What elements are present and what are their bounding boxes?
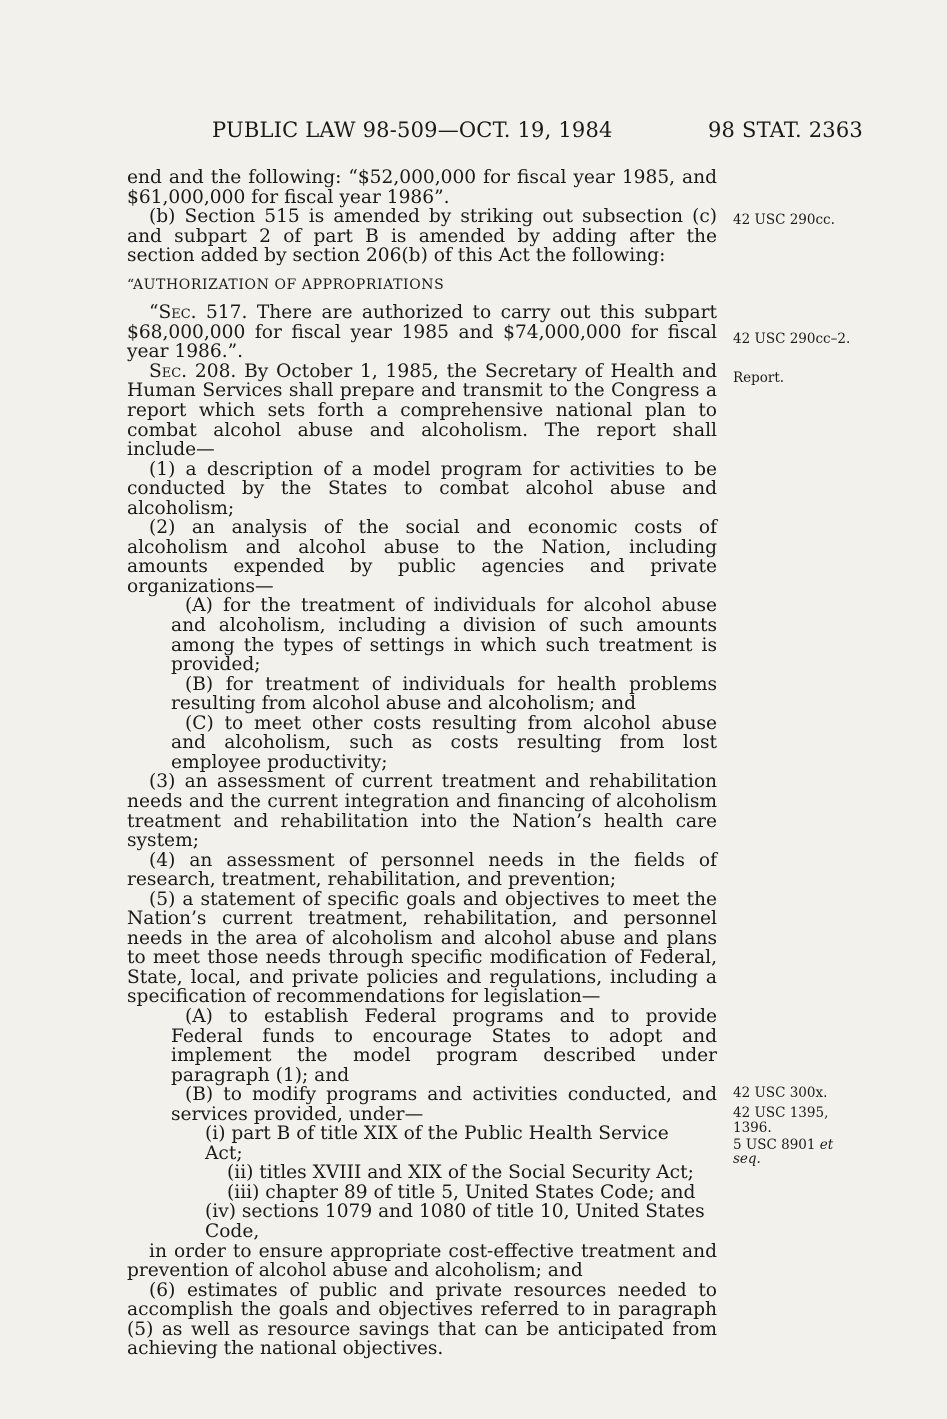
list-item-5a: (A) to establish Federal programs and to provide Federal funds to encourage States to adopt and implement the model program described under paragraph (1); and (171, 1005, 717, 1086)
list-item-5b-i-line2: Act; (205, 1142, 243, 1164)
list-item-4: (4) an assessment of personnel needs in the fields of research, treatment, rehabilitation, and prevention; (127, 849, 717, 891)
margin-note-1396: 1396. (733, 1120, 772, 1136)
section-heading: “AUTHORIZATION OF APPROPRIATIONS (127, 276, 445, 293)
list-item-5-tail: in order to ensure appropriate cost-effective treatment and prevention of alcohol abuse and alcoholism; and (127, 1240, 717, 1282)
list-item-2c: (C) to meet other costs resulting from alcohol abuse and alcoholism, such as costs resulting from lost employee productivity; (171, 712, 717, 773)
list-item-1: (1) a description of a model program for activities to be conducted by the States to combat alcohol abuse and alcoholism; (127, 458, 717, 519)
list-item-5b-ii: (ii) titles XVIII and XIX of the Social Security Act; (227, 1162, 694, 1184)
paragraph-continuation: end and the following: “$52,000,000 for fiscal year 1985, and $61,000,000 for fiscal year 1986”. (127, 167, 717, 208)
list-item-5b-iv-line1: (iv) sections 1079 and 1080 of title 10, United States (205, 1201, 705, 1223)
list-item-5b-iii: (iii) chapter 89 of title 5, United States Code; and (227, 1181, 696, 1203)
margin-note-8901 (733, 1138, 833, 1152)
paragraph-sec-208 (127, 362, 717, 460)
page-header-title: PUBLIC LAW 98-509—OCT. 19, 1984 (212, 118, 613, 142)
list-item-2b: (B) for treatment of individuals for health problems resulting from alcohol abuse and alcoholism; and (171, 673, 717, 715)
margin-note-report: Report. (733, 370, 785, 386)
list-item-5b-i-line1: (i) part B of title XIX of the Public Health Service (205, 1123, 669, 1145)
sec-lead: Sec. (149, 360, 188, 382)
list-item-6: (6) estimates of public and private resources needed to accomplish the goals and objectives referred to in paragraph (5) as well as resource savings that can be anticipated from achieving the national objectives. (127, 1279, 717, 1360)
list-item-5b-iv-line2: Code, (205, 1220, 260, 1242)
margin-note-290cc-2: 42 USC 290cc–2. (733, 331, 851, 347)
margin-note-290cc: 42 USC 290cc. (733, 212, 835, 228)
margin-note-1395: 42 USC 1395, (733, 1105, 829, 1121)
list-item-2a: (A) for the treatment of individuals for alcohol abuse and alcoholism, including a division of such amounts among the types of settings in which such treatment is provided; (171, 595, 717, 676)
paragraph-subsection-b: (b) Section 515 is amended by striking out subsection (c) and subpart 2 of part B is amended by adding after the section added by section 206(b) of this Act the following: (127, 206, 717, 267)
paragraph-sec-517 (127, 303, 717, 362)
page-header-stat: 98 STAT. 2363 (708, 118, 863, 142)
list-item-3: (3) an assessment of current treatment and rehabilitation needs and the current integration and financing of alcoholism treatment and rehabilitation into the Nation’s health care system; (127, 771, 717, 852)
list-item-5b-i (127, 1124, 717, 1163)
list-item-5b-iv (127, 1202, 717, 1241)
margin-note-et: et (819, 1137, 834, 1153)
list-item-5: (5) a statement of specific goals and objectives to meet the Nation’s current treatment, rehabilitation, and personnel needs in the area of alcoholism and alcohol abuse and plans to meet those needs through specific modification of Federal, State, local, and private policies and regulations, including a specification of recommendations for legislation— (127, 888, 717, 1008)
margin-note-seq-text: seq. (733, 1151, 761, 1167)
list-item-2: (2) an analysis of the social and economic costs of alcoholism and alcohol abuse to the Nation, including amounts expended by public agencies and private organizations— (127, 517, 717, 597)
body-text (127, 168, 717, 1359)
sec-208-text: 208. By October 1, 1985, the Secretary of Health and Human Services shall prepare and transmit to the Congress a report which sets forth a comprehensive national plan to combat alcohol abuse and alcoholism. The report shall include— (127, 360, 717, 461)
list-item-5b: (B) to modify programs and activities conducted, and services provided, under— (171, 1084, 717, 1125)
sec-lead: “Sec. (149, 302, 197, 324)
sec-517-text: 517. There are authorized to carry out this subpart $68,000,000 for fiscal year 1985 and $74,000,000 for fiscal year 1986.”. (127, 302, 717, 363)
margin-note-8901-text: 5 USC 8901 (733, 1137, 816, 1153)
margin-note-seq (733, 1152, 761, 1166)
margin-note-300x: 42 USC 300x. (733, 1085, 828, 1101)
